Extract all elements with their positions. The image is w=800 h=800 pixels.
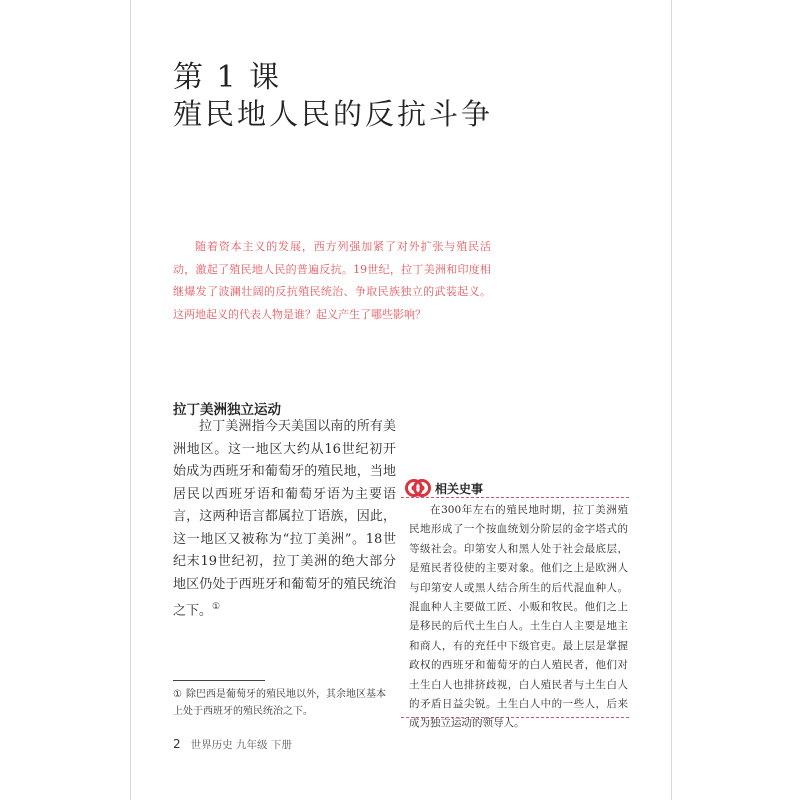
footnote — [173, 686, 393, 720]
body-text: 拉丁美洲指今天美国以南的所有美洲地区。这一地区大约从16世纪初开始成为西班牙和葡萄牙的殖民地，当地居民以西班牙语和葡萄牙语为主要语言，这两种语言都属拉丁语族，因此，这一地区又被称为“拉丁美洲”。18世纪末19世纪初，拉丁美洲的绝大部分地区仍处于西班牙和葡萄牙的殖民统治之下。 — [173, 419, 396, 619]
book-title: 世界历史 九年级 下册 — [190, 739, 292, 751]
lesson-title: 殖民地人民的反抗斗争 — [173, 97, 494, 131]
section-heading: 拉丁美洲独立运动 — [173, 402, 281, 418]
footnote-mark: ① — [173, 689, 182, 700]
footnote-reference[interactable]: ① — [212, 602, 221, 612]
sidebar-text: 在300年左右的殖民地时期，拉丁美洲殖民地形成了一个按血统划分阶层的金字塔式的等级社会。印第安人和黑人处于社会最底层，是殖民者役使的主要对象。他们之上是欧洲人与印第安人或黑人结合所生的后代混血种人。混血种人主要做工匠、小贩和牧民。他们之上是移民的后代土生白人。土生白人主要是地主和商人，有的充任中下级官吏。最上层是掌握政权的西班牙和葡萄牙的白人殖民者，他们对土生白人也排挤歧视，白人殖民者与土生白人的矛盾日益尖锐。土生白人中的一些人，后来成为独立运动的领导人。 — [409, 504, 628, 730]
page-footer — [173, 737, 292, 752]
footnote-text: 除巴西是葡萄牙的殖民地以外，其余地区基本上处于西班牙的殖民统治之下。 — [173, 689, 386, 717]
intro-paragraph: 随着资本主义的发展，西方列强加紧了对外扩张与殖民活动，激起了殖民地人民的普遍反抗。19世纪，拉丁美洲和印度相继爆发了波澜壮阔的反抗殖民统治、争取民族独立的武装起义。这两地起义的代表人物是谁？起义产生了哪些影响？ — [173, 240, 491, 321]
body-paragraph — [173, 416, 396, 623]
sidebar-title: 相关史事 — [435, 481, 484, 496]
lesson-number: 第 1 课 — [173, 60, 282, 95]
footnote-divider — [173, 680, 265, 681]
page-number: 2 — [173, 737, 181, 751]
